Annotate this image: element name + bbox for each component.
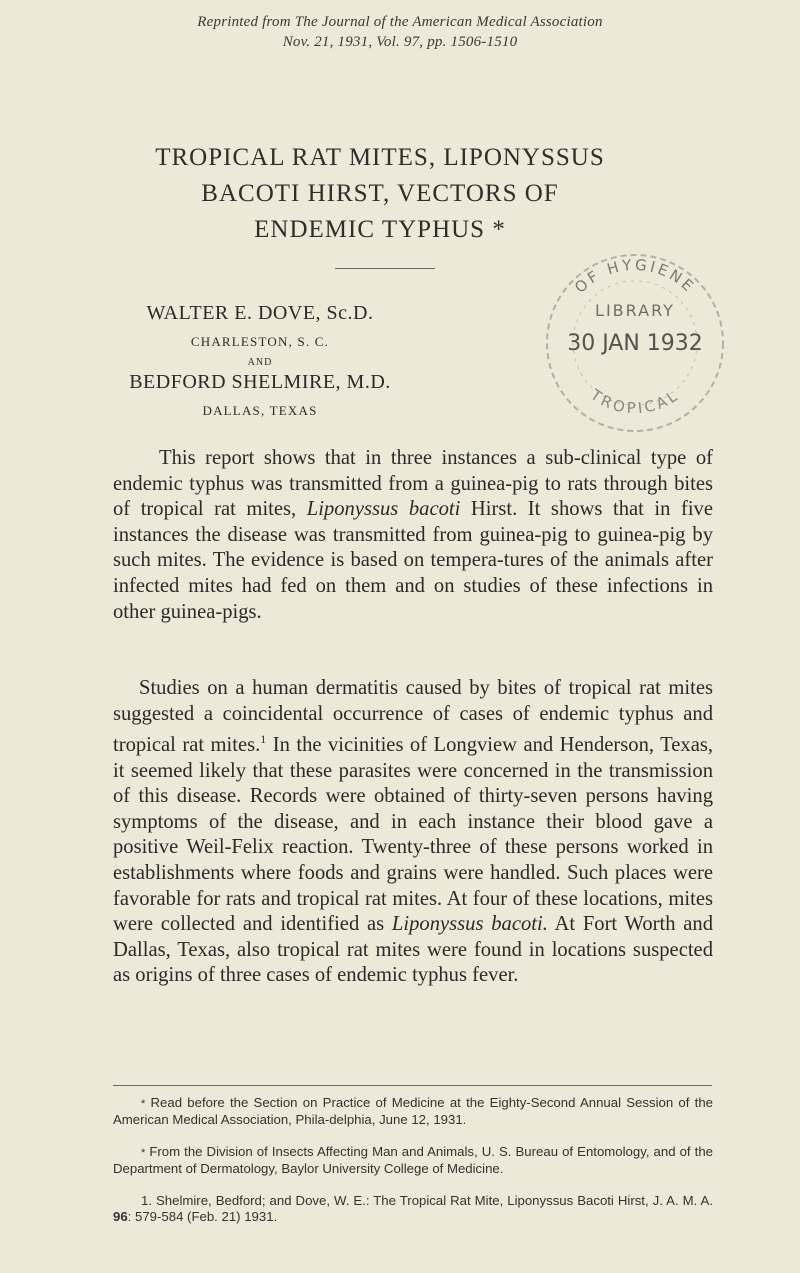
author-conjunction: AND — [247, 357, 273, 368]
author-dove-location: CHARLESTON, S. C. — [190, 334, 330, 349]
footnote-divider — [113, 1085, 712, 1086]
footnote-1-text: Read before the Section on Practice of Medicine at the Eighty-Second Annual Session of the American Medical Association, Phila-delphia, June 12, 1931. — [113, 1095, 713, 1127]
article-title-line-1: TROPICAL RAT MITES, LIPONYSSUS — [155, 144, 605, 171]
species-name: Liponyssus bacoti. — [391, 913, 548, 936]
journal-name: The Journal of the American Medical Association — [294, 14, 603, 30]
article-title-line-2: BACOTI HIRST, VECTORS OF — [201, 180, 559, 207]
title-divider — [335, 268, 435, 269]
footnote-3-part-a: 1. Shelmire, Bedford; and Dove, W. E.: The Tropical Rat Mite, Liponyssus Bacoti Hirst, J. A. M. A. — [141, 1193, 713, 1208]
footnote-affiliation — [113, 1144, 713, 1177]
library-stamp — [540, 248, 730, 438]
paragraph-1-part-b: Hirst. It shows that in five instances the disease was transmitted from guinea-pig to guinea-pig by such mites. The evidence is based on tempera-tures of the animals after infected mites had fed on them and on studies of these infections in other guinea-pigs. — [113, 498, 713, 623]
footnote-reference: 1 — [260, 732, 267, 747]
reprint-citation: Nov. 21, 1931, Vol. 97, pp. 1506-1510 — [282, 34, 518, 50]
paragraph-introduction — [113, 676, 713, 989]
paragraph-2-part-c: At Fort Worth and Dallas, Texas, also tropical rat mites were found in locations suspected as origins of three cases of endemic typhus fever. — [113, 913, 713, 987]
article-title-line-3: ENDEMIC TYPHUS * — [254, 216, 506, 243]
paragraph-2-part-b: In the vicinities of Longview and Henderson, Texas, it seemed likely that these parasites were concerned in the transmission of this disease. Records were obtained of thirty-seven persons having symptoms of the disease, and in each instance their blood gave a positive Weil-Felix reaction. Twenty-three of these persons worked in establishments where foods and grains were handled. Such places were favorable for rats and tropical rat mites. At four of these locations, mites were collected and identified as — [113, 734, 713, 936]
author-shelmire-location: DALLAS, TEXAS — [202, 403, 318, 418]
author-shelmire: BEDFORD SHELMIRE, M.D. — [129, 371, 391, 393]
footnote-marker: * — [141, 1147, 146, 1159]
stamp-library-text: LIBRARY — [595, 301, 675, 320]
paragraph-abstract — [113, 446, 713, 625]
stamp-bottom-text: TROPICAL — [587, 385, 683, 418]
paragraph-2-part-a: Studies on a human dermatitis caused by bites of tropical rat mites suggested a coincidental occurrence of cases of endemic typhus and tropical rat mites. — [113, 677, 713, 757]
footnote-read-before — [113, 1095, 713, 1128]
species-name: Liponyssus bacoti — [306, 498, 461, 521]
footnote-reference-1 — [113, 1193, 713, 1225]
footnote-3-volume: 96 — [113, 1209, 128, 1224]
reprint-source-line — [0, 14, 800, 31]
footnote-2-text: From the Division of Insects Affecting Man and Animals, U. S. Bureau of Entomology, and of the Department of Dermatology, Baylor University College of Medicine. — [113, 1144, 713, 1176]
stamp-top-text: OF HYGIENE — [571, 255, 699, 297]
paragraph-1-part-a: This report shows that in three instances a sub-clinical type of endemic typhus was transmitted from a guinea-pig to rats through bites of tropical rat mites, — [113, 447, 713, 521]
footnote-marker: * — [141, 1098, 146, 1110]
author-dove: WALTER E. DOVE, Sc.D. — [146, 302, 374, 324]
reprint-prefix: Reprinted from — [197, 14, 295, 30]
footnote-3-part-b: : 579-584 (Feb. 21) 1931. — [127, 1209, 278, 1224]
stamp-date: 30 JAN 1932 — [567, 331, 703, 356]
